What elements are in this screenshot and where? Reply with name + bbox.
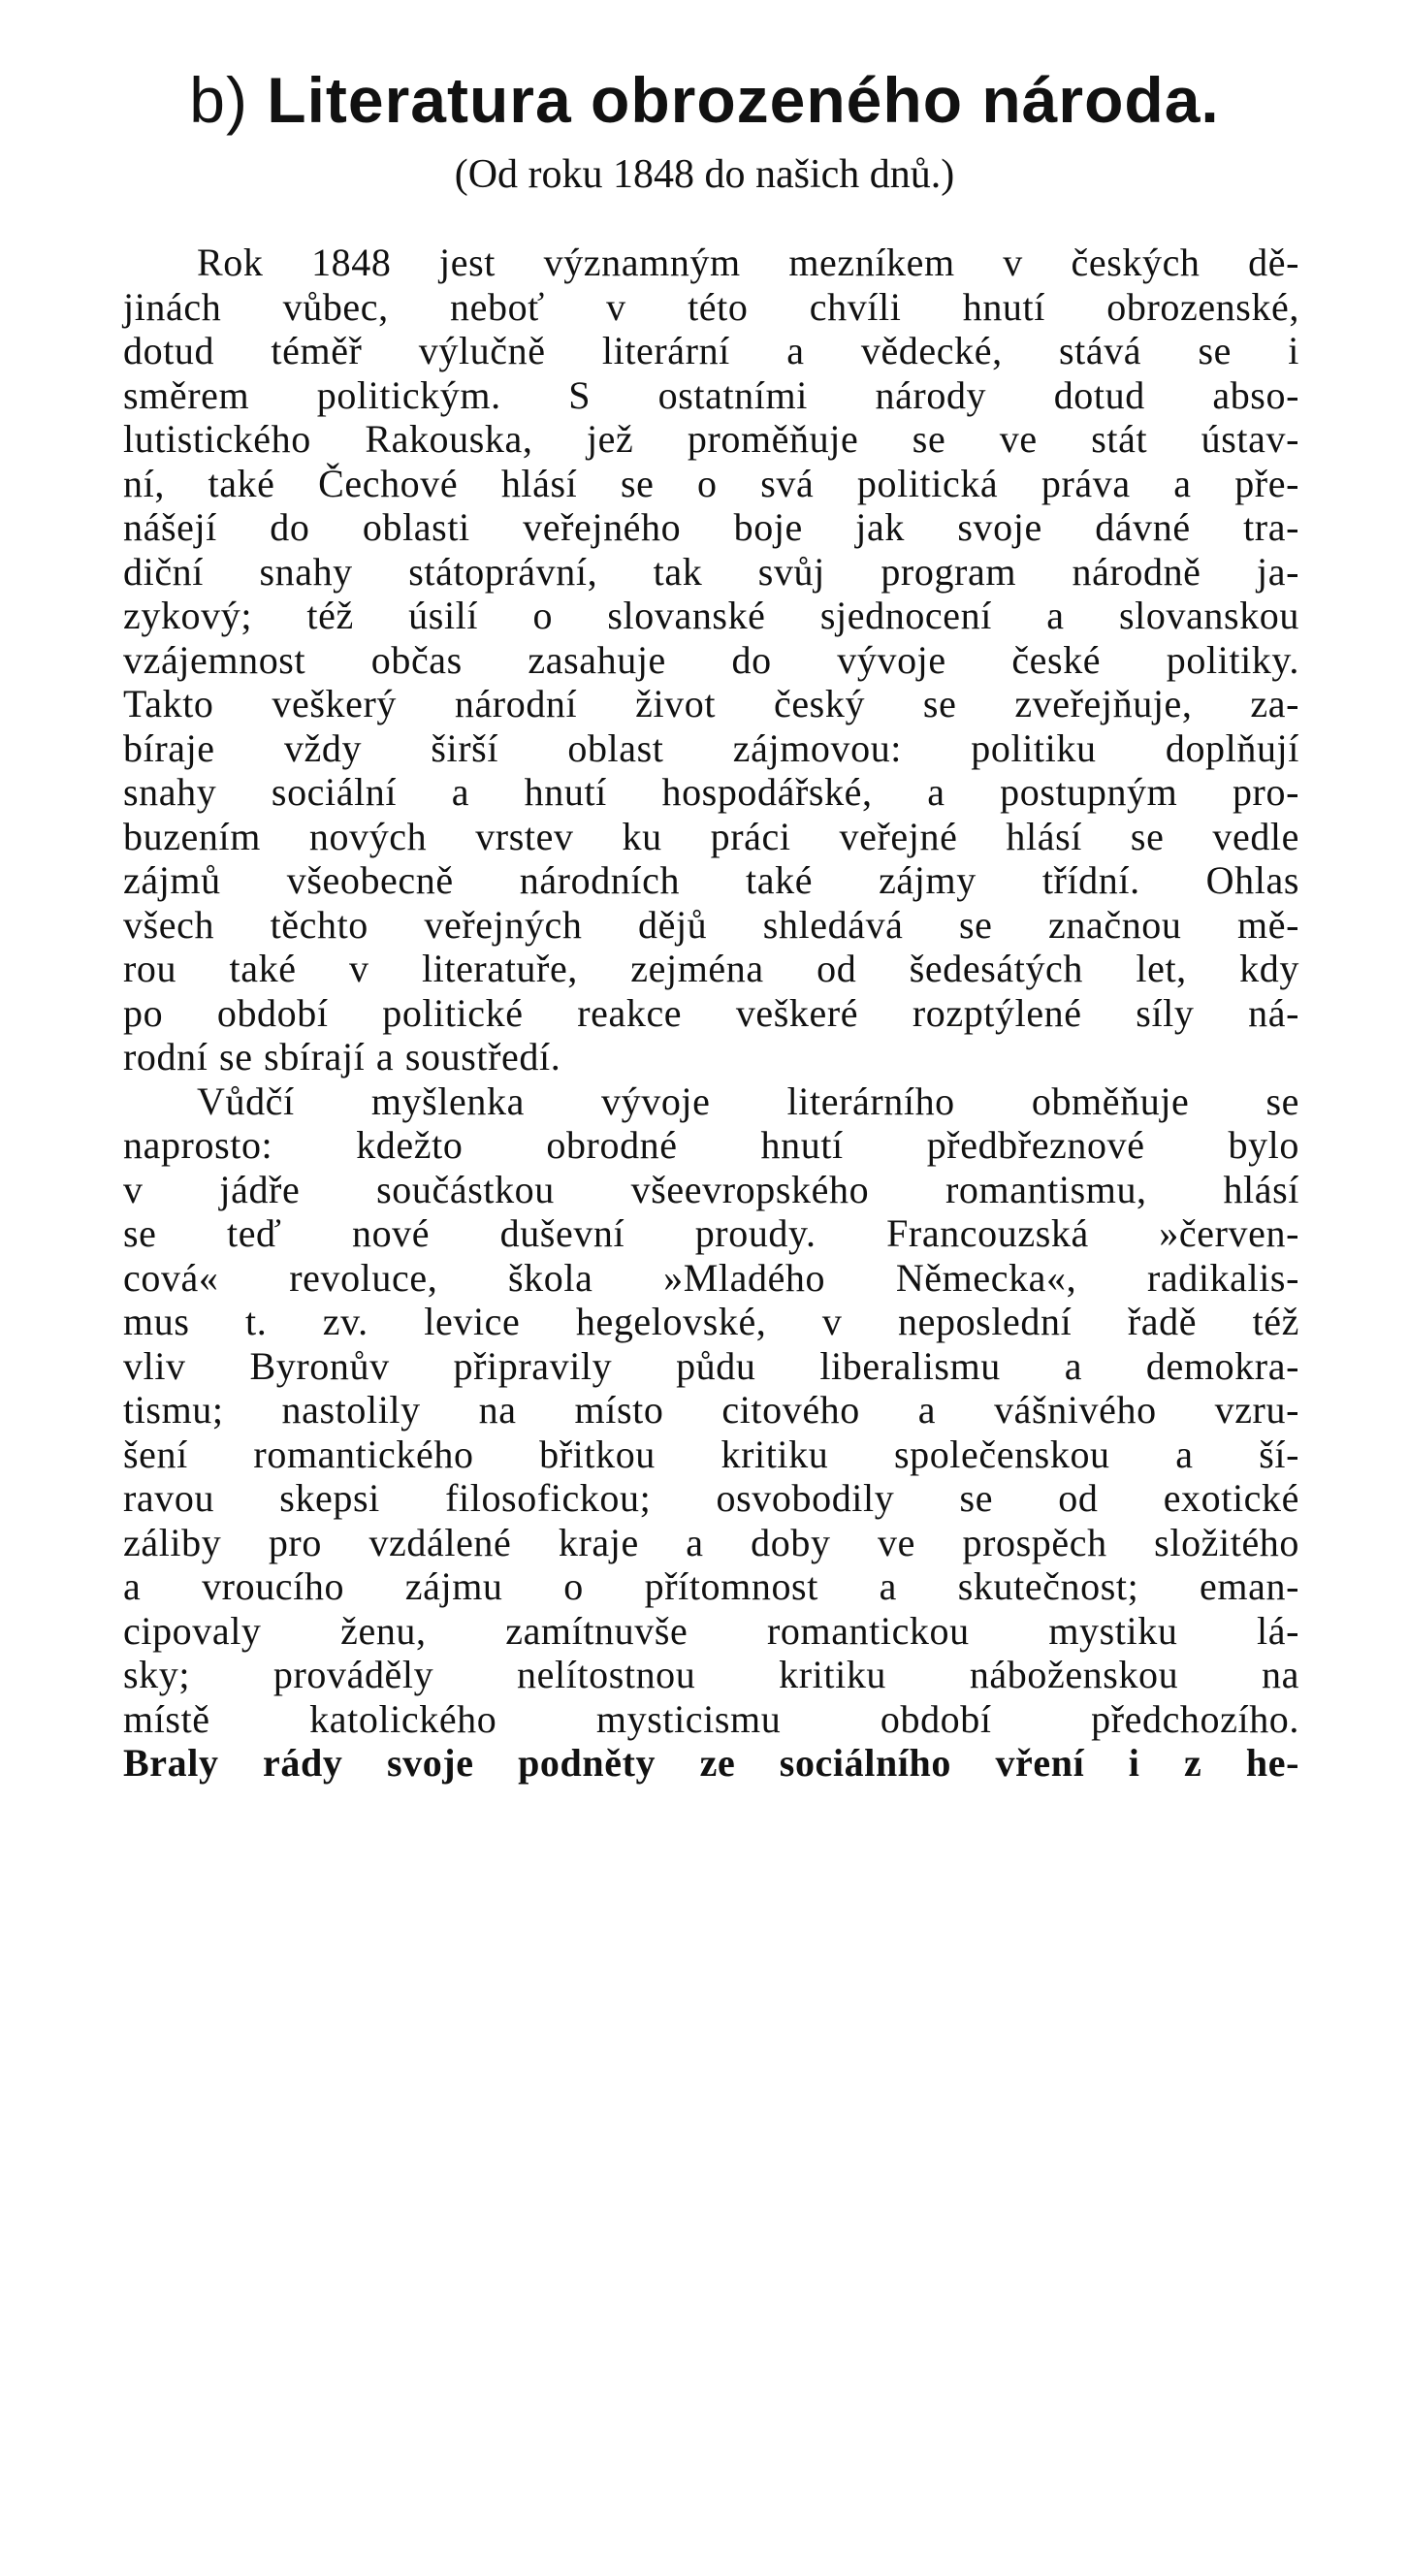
- text-line: Rok 1848 jest významným mezníkem v českých dě-: [197, 241, 1299, 284]
- paragraph-2: [123, 1079, 1299, 1786]
- text-line: buzením nových vrstev ku práci veřejné hlásí se vedle: [123, 814, 1299, 858]
- text-line: mus t. zv. levice hegelovské, v neposlední řadě též: [123, 1300, 1299, 1343]
- text-line: po období politické reakce veškeré rozptýlené síly ná-: [123, 990, 1299, 1035]
- text-line: zájmů všeobecně národních také zájmy třídní. Ohlas: [123, 858, 1299, 902]
- text-line: sky; prováděly nelítostnou kritiku náboženskou na: [123, 1653, 1299, 1696]
- text-line: směrem politickým. S ostatními národy dotud abso-: [123, 372, 1299, 417]
- text-line: šení romantického břitkou kritiku společenskou a ší-: [123, 1432, 1299, 1476]
- section-label: b): [189, 64, 248, 136]
- text-line: se teď nové duševní proudy. Francouzská »červen-: [123, 1211, 1299, 1255]
- text-line: ní, také Čechové hlásí se o svá politická práva a pře-: [123, 461, 1299, 505]
- text-line: cová« revoluce, škola »Mladého Německa«, radikalis-: [123, 1255, 1299, 1300]
- text-line: ravou skepsi filosofickou; osvobodily se od exotické: [123, 1476, 1299, 1520]
- text-line: vzájemnost občas zasahuje do vývoje české politiky.: [123, 637, 1299, 682]
- body-text: [123, 241, 1299, 1786]
- text-line: lutistického Rakouska, jež proměňuje se ve stát ústav-: [123, 417, 1299, 461]
- text-line: zykový; též úsilí o slovanské sjednocení a slovanskou: [123, 594, 1299, 637]
- text-line: Vůdčí myšlenka vývoje literárního obměňuje se: [197, 1079, 1299, 1123]
- text-line: všech těchto veřejných dějů shledává se značnou mě-: [123, 902, 1299, 947]
- text-line: místě katolického mysticismu období předchozího.: [123, 1696, 1299, 1741]
- text-line: Takto veškerý národní život český se zveřejňuje, za-: [123, 682, 1299, 725]
- text-line: Braly rády svoje podněty ze sociálního vření i z he-: [123, 1741, 1299, 1785]
- text-line: snahy sociální a hnutí hospodářské, a postupným pro-: [123, 770, 1299, 814]
- section-title: Literatura obrozeného národa.: [267, 64, 1220, 136]
- section-heading: [0, 56, 1409, 144]
- text-line: vliv Byronův připravily půdu liberalismu a demokra-: [123, 1343, 1299, 1388]
- text-line: tismu; nastolily na místo citového a vášnivého vzru-: [123, 1388, 1299, 1432]
- paragraph-1: [123, 241, 1299, 1079]
- text-line: naprosto: kdežto obrodné hnutí předbřeznové bylo: [123, 1123, 1299, 1167]
- text-line: rou také v literatuře, zejména od šedesátých let, kdy: [123, 947, 1299, 990]
- text-line: jinách vůbec, neboť v této chvíli hnutí obrozenské,: [123, 284, 1299, 329]
- text-line: diční snahy státoprávní, tak svůj program národně ja-: [123, 549, 1299, 594]
- text-line: rodní se sbírají a soustředí.: [123, 1035, 561, 1079]
- section-subtitle: (Od roku 1848 do našich dnů.): [454, 152, 955, 197]
- text-line: bíraje vždy širší oblast zájmovou: politiku doplňují: [123, 725, 1299, 770]
- text-line: cipovaly ženu, zamítnuvše romantickou mystiku lá-: [123, 1608, 1299, 1653]
- text-line: nášejí do oblasti veřejného boje jak svoje dávné tra-: [123, 505, 1299, 549]
- text-line: dotud téměř výlučně literární a vědecké, stává se i: [123, 329, 1299, 372]
- text-line: záliby pro vzdálené kraje a doby ve prospěch složitého: [123, 1520, 1299, 1564]
- text-line: v jádře součástkou všeevropského romantismu, hlásí: [123, 1167, 1299, 1211]
- text-line: a vroucího zájmu o přítomnost a skutečnost; eman-: [123, 1564, 1299, 1608]
